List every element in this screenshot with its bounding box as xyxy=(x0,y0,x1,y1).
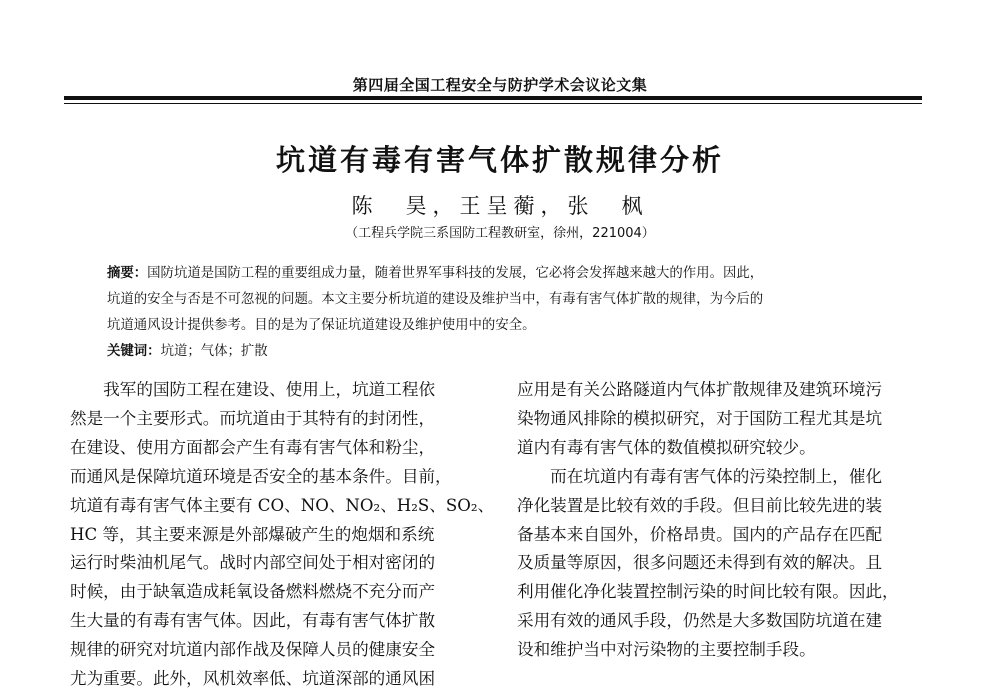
abstract-text: 国防坑道是国防工程的重要组成力量，随着世界军事科技的发展，它必将会发挥越来越大的作用。因此， xyxy=(147,266,764,281)
body-line: 而通风是保障坑道环境是否安全的基本条件。目前， xyxy=(70,466,452,486)
keywords-line xyxy=(107,339,897,365)
keywords-label: 关键词： xyxy=(107,344,161,359)
body-line: 我军的国防工程在建设、使用上，坑道工程依 xyxy=(70,380,436,399)
body-line: 运行时柴油机尾气。战时内部空间处于相对密闭的 xyxy=(70,553,436,573)
abstract-block xyxy=(107,261,897,365)
header-rule-thick xyxy=(64,96,922,100)
body-line: 尤为重要。此外，风机效率低、坑道深部的通风困 xyxy=(70,669,436,689)
body-line: 染物通风排除的模拟研究，对于国防工程尤其是坑 xyxy=(517,408,883,428)
paper-title: 坑道有毒有害气体扩散规律分析 xyxy=(275,143,724,177)
author-affiliation: （工程兵学院三系国防工程教研室，徐州，221004） xyxy=(345,226,655,241)
body-line: 应用是有关公路隧道内气体扩散规律及建筑环境污 xyxy=(517,380,883,399)
body-line: 生大量的有毒有害气体。因此，有毒有害气体扩散 xyxy=(70,611,436,631)
abstract-line xyxy=(107,261,897,287)
abstract-line: 坑道的安全与否是不可忽视的问题。本文主要分析坑道的建设及维护当中，有毒有害气体扩散的规律，为今后的 xyxy=(107,292,764,307)
author-list: 陈 昊，王呈蘅，张 枫 xyxy=(351,194,649,218)
body-line: 采用有效的通风手段，仍然是大多数国防坑道在建 xyxy=(517,611,883,631)
body-line: 净化装置是比较有效的手段。但目前比较先进的装 xyxy=(517,495,883,515)
body-line: 时候，由于缺氧造成耗氧设备燃料燃烧不充分而产 xyxy=(70,582,436,602)
body-line: 利用催化净化装置控制污染的时间比较有限。因此， xyxy=(517,582,899,602)
body-line: 及质量等原因，很多问题还未得到有效的解决。且 xyxy=(517,553,883,573)
body-line: 然是一个主要形式。而坑道由于其特有的封闭性， xyxy=(70,408,436,428)
abstract-label: 摘要： xyxy=(107,266,148,281)
body-line: HC 等，其主要来源是外部爆破产生的炮烟和系统 xyxy=(70,524,435,544)
body-column-left xyxy=(70,376,495,694)
journal-header: 第四届全国工程安全与防护学术会议论文集 xyxy=(352,76,648,94)
body-line: 道内有毒有害气体的数值模拟研究较少。 xyxy=(517,437,816,457)
body-line: 而在坑道内有毒有害气体的污染控制上，催化 xyxy=(517,466,883,486)
keywords-text: 坑道；气体；扩散 xyxy=(160,344,268,359)
body-line: 规律的研究对坑道内部作战及保障人员的健康安全 xyxy=(70,640,436,660)
abstract-line: 坑道通风设计提供参考。目的是为了保证坑道建设及维护使用中的安全。 xyxy=(107,318,536,333)
body-line: 坑道有毒有害气体主要有 CO、NO、NO₂、H₂S、SO₂、 xyxy=(70,495,495,515)
body-line: 设和维护当中对污染物的主要控制手段。 xyxy=(517,640,816,660)
body-line: 在建设、使用方面都会产生有毒有害气体和粉尘， xyxy=(70,437,436,457)
header-rule-thin xyxy=(64,103,922,104)
body-column-right xyxy=(517,376,927,665)
body-line: 备基本来自国外，价格昂贵。国内的产品存在匹配 xyxy=(517,524,883,544)
